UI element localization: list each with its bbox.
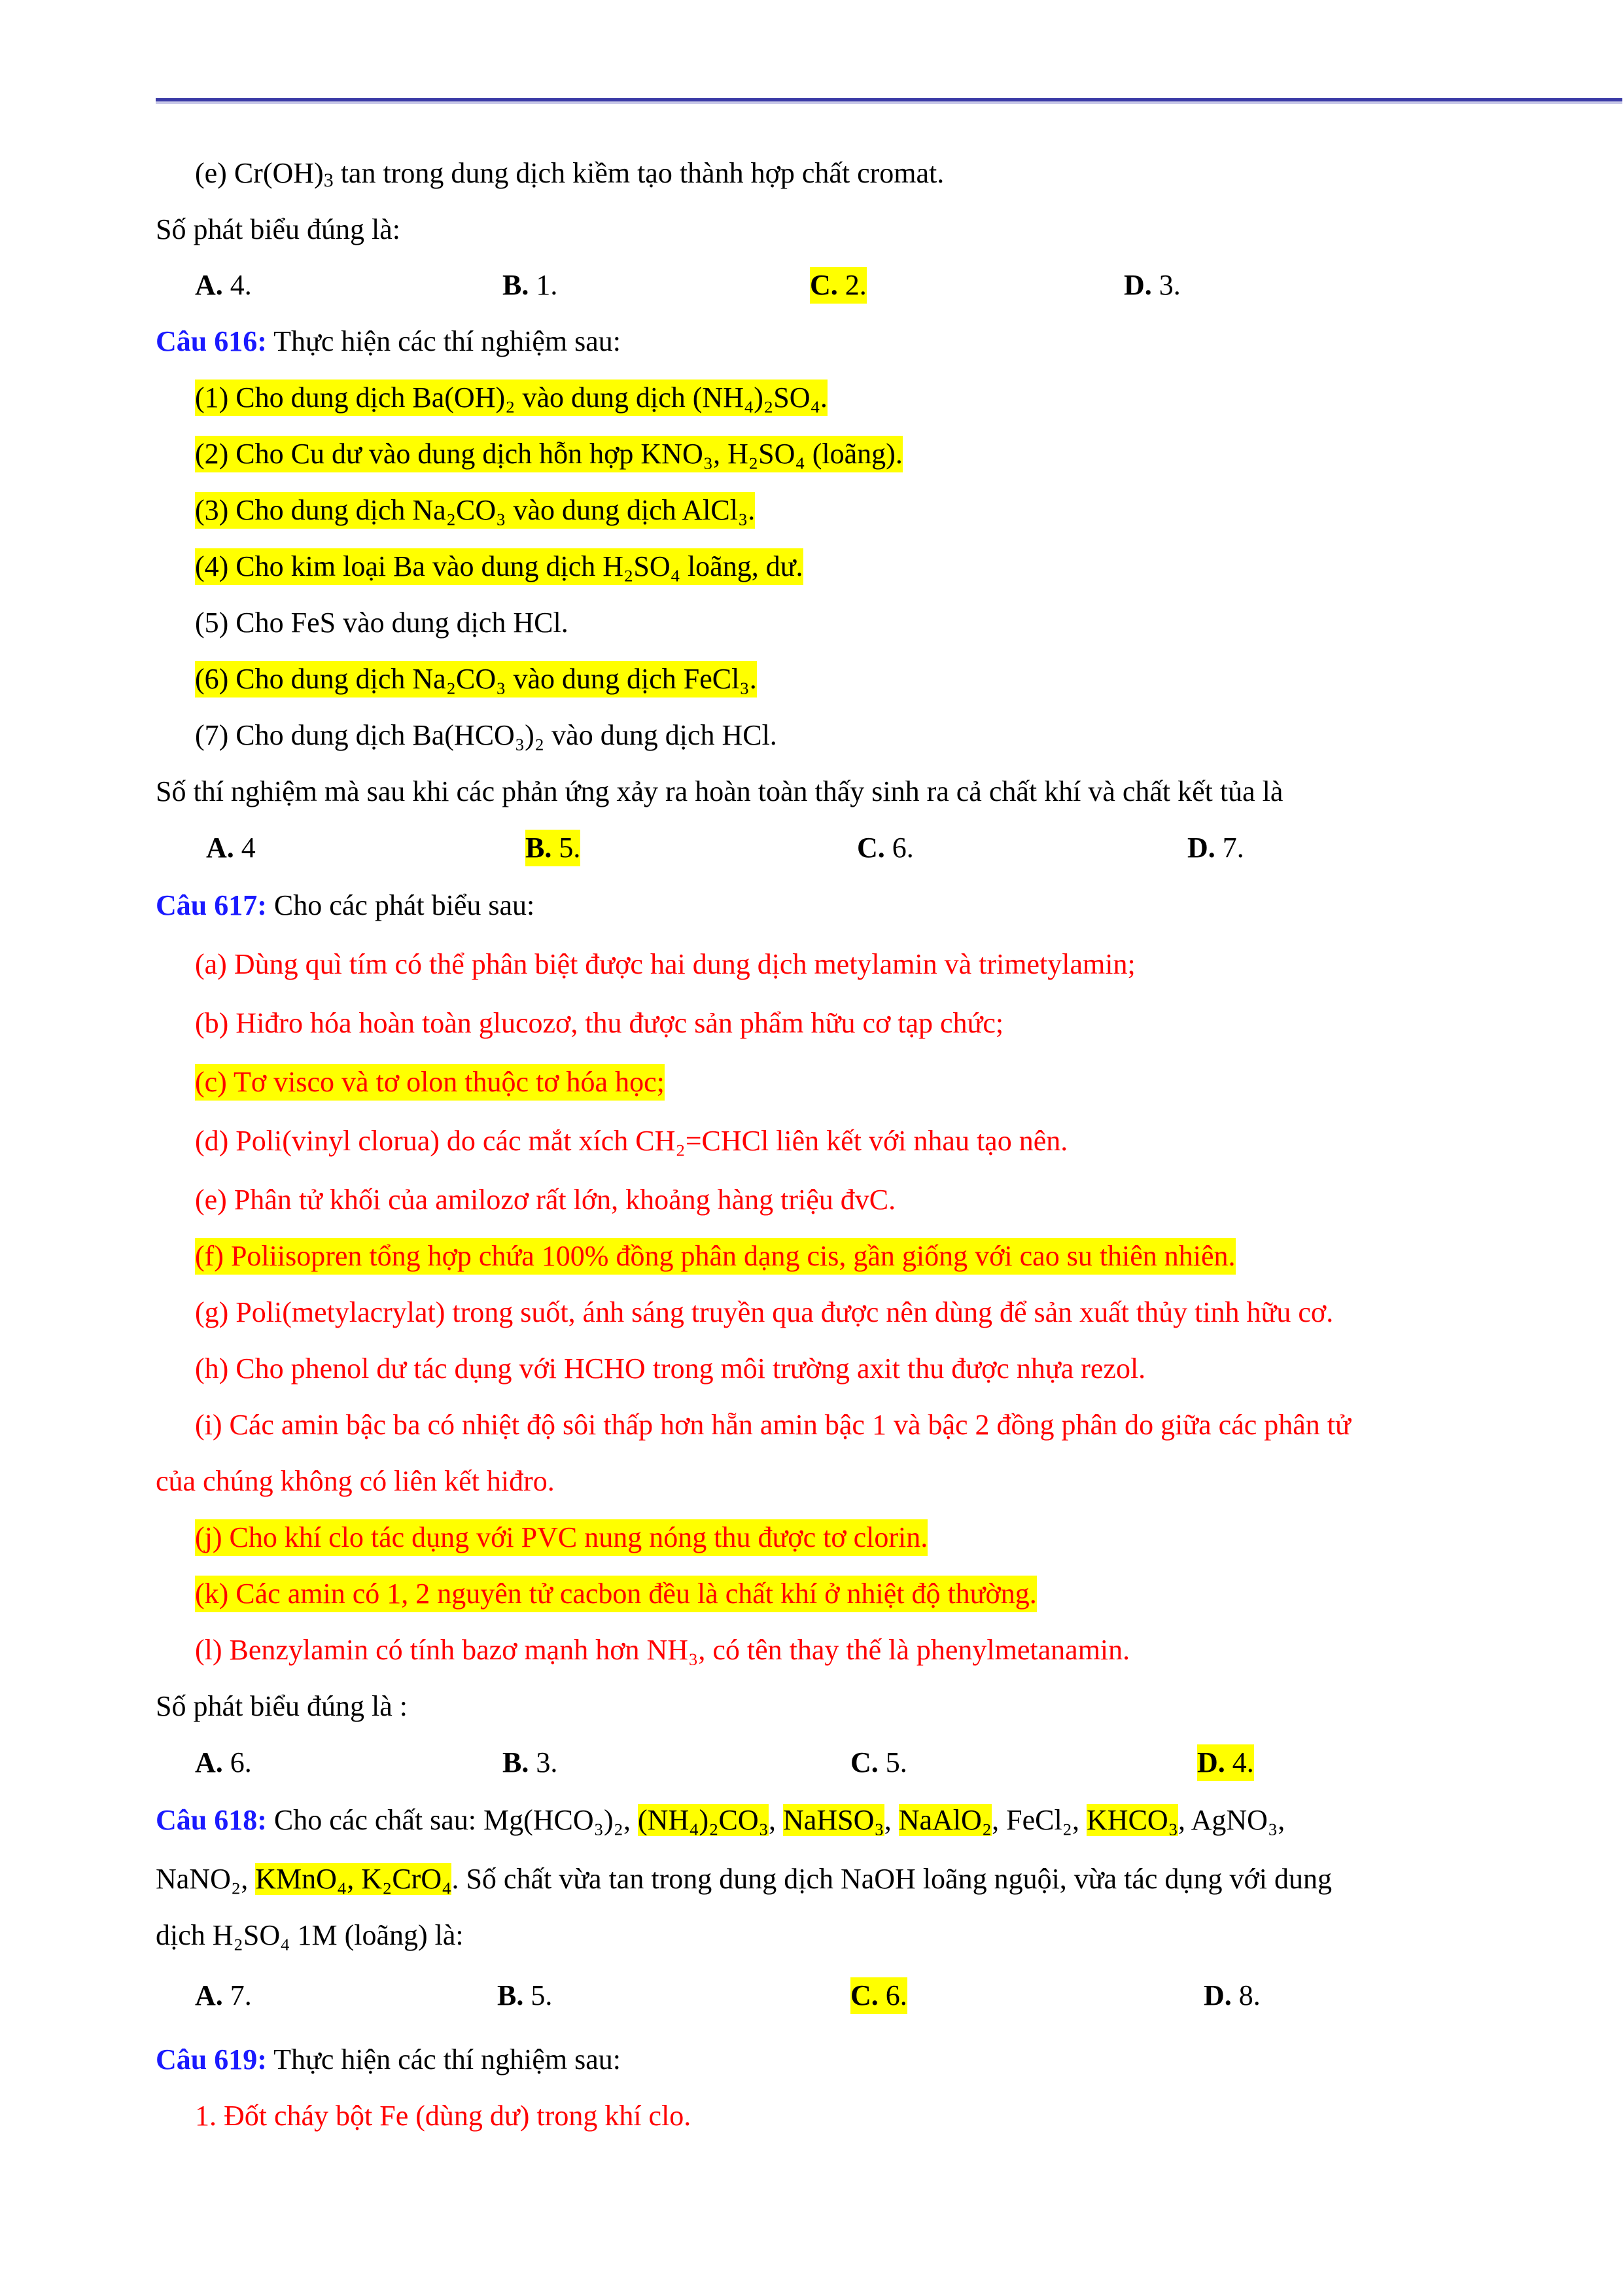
- answer-d[interactable]: D. 7.: [1187, 832, 1244, 864]
- answer-d[interactable]: D. 8.: [1204, 1979, 1261, 2011]
- chem-khco3: KHCO₃: [1087, 1804, 1179, 1836]
- question-text: Số phát biểu đúng là:: [156, 213, 400, 245]
- question-619: Câu 619: Thực hiện các thí nghiệm sau:: [156, 2043, 621, 2075]
- question-617: Câu 617: Cho các phát biểu sau:: [156, 889, 535, 921]
- question-label: Câu 616:: [156, 325, 267, 357]
- statement-i-cont: của chúng không có liên kết hiđro.: [156, 1465, 555, 1497]
- answer-b[interactable]: B. 3.: [502, 1746, 558, 1778]
- statement-l: (l) Benzylamin có tính bazơ mạnh hơn NH₃, có tên thay thế là phenylmetanamin.: [195, 1634, 1130, 1666]
- experiment-4: (4) Cho kim loại Ba vào dung dịch H₂SO₄ loãng, dư.: [195, 548, 803, 585]
- statement-c: (c) Tơ visco và tơ olon thuộc tơ hóa học;: [195, 1064, 665, 1101]
- answer-b[interactable]: B. 5.: [497, 1979, 553, 2011]
- answer-d[interactable]: D. 3.: [1124, 269, 1181, 301]
- statement-g: (g) Poli(metylacrylat) trong suốt, ánh sáng truyền qua được nên dùng để sản xuất thủy tinh hữu cơ.: [195, 1296, 1334, 1328]
- chem-nahso3: NaHSO₃: [783, 1804, 884, 1836]
- statement-k: (k) Các amin có 1, 2 nguyên tử cacbon đều là chất khí ở nhiệt độ thường.: [195, 1576, 1037, 1612]
- statement-d: (d) Poli(vinyl clorua) do các mắt xích CH₂=CHCl liên kết với nhau tạo nên.: [195, 1125, 1068, 1157]
- statement-f: (f) Poliisopren tổng hợp chứa 100% đồng phân dạng cis, gần giống với cao su thiên nhiên.: [195, 1238, 1236, 1275]
- answer-a[interactable]: A. 6.: [195, 1746, 252, 1778]
- answer-c[interactable]: C. 6.: [850, 1977, 907, 2014]
- answer-c[interactable]: C. 6.: [857, 832, 914, 864]
- question-text: Số phát biểu đúng là :: [156, 1690, 408, 1722]
- answer-c[interactable]: C. 5.: [850, 1746, 907, 1778]
- answer-a[interactable]: A. 7.: [195, 1979, 252, 2011]
- question-618-line2: NaNO₂, KMnO₄, K₂CrO₄. Số chất vừa tan trong dung dịch NaOH loãng nguội, vừa tác dụng với dung: [156, 1863, 1332, 1895]
- chem-naalo2: NaAlO₂: [898, 1804, 992, 1836]
- statement-b: (b) Hiđro hóa hoàn toàn glucozơ, thu được sản phẩm hữu cơ tạp chức;: [195, 1007, 1004, 1039]
- statement-e: (e) Phân tử khối của amilozơ rất lớn, khoảng hàng triệu đvC.: [195, 1184, 896, 1216]
- experiment-2: (2) Cho Cu dư vào dung dịch hỗn hợp KNO₃, H₂SO₄ (loãng).: [195, 436, 903, 472]
- question-text: Số thí nghiệm mà sau khi các phản ứng xảy ra hoàn toàn thấy sinh ra cả chất khí và chất kết tủa là: [156, 775, 1283, 807]
- answer-a[interactable]: A. 4.: [195, 269, 252, 301]
- answer-a[interactable]: A. 4: [206, 832, 256, 864]
- answer-b[interactable]: B. 1.: [502, 269, 558, 301]
- question-label: Câu 619:: [156, 2043, 267, 2075]
- chem-nh4-2co3: (NH₄)₂CO₃: [638, 1804, 769, 1836]
- question-label: Câu 618:: [156, 1804, 267, 1836]
- statement-e: (e) $Cr(OH)_3$ tan trong dung dịch kiềm tạo thành hợp chất cromat.: [195, 157, 945, 191]
- experiment-1: (1) Cho dung dịch Ba(OH)₂ vào dung dịch (NH₄)₂SO₄.: [195, 380, 828, 416]
- experiment-1: 1. Đốt cháy bột Fe (dùng dư) trong khí clo.: [195, 2100, 691, 2132]
- question-label: Câu 617:: [156, 889, 267, 921]
- question-616: Câu 616: Thực hiện các thí nghiệm sau:: [156, 325, 621, 357]
- chem-kmno4-k2cro4: KMnO₄, K₂CrO₄: [255, 1863, 452, 1895]
- header-rule: [156, 98, 1622, 101]
- statement-h: (h) Cho phenol dư tác dụng với HCHO trong môi trường axit thu được nhựa rezol.: [195, 1352, 1146, 1385]
- answer-c[interactable]: C. 2.: [810, 267, 867, 304]
- question-618-line3: dịch H₂SO₄ 1M (loãng) là:: [156, 1919, 464, 1951]
- experiment-7: (7) Cho dung dịch Ba(HCO₃)₂ vào dung dịch HCl.: [195, 719, 777, 751]
- experiment-5: (5) Cho FeS vào dung dịch HCl.: [195, 607, 568, 639]
- experiment-6: (6) Cho dung dịch Na₂CO₃ vào dung dịch FeCl₃.: [195, 661, 757, 698]
- statement-a: (a) Dùng quì tím có thể phân biệt được hai dung dịch metylamin và trimetylamin;: [195, 948, 1136, 980]
- statement-i: (i) Các amin bậc ba có nhiệt độ sôi thấp hơn hẵn amin bậc 1 và bậc 2 đồng phân do giữa các phân tử: [195, 1409, 1351, 1441]
- answer-d[interactable]: D. 4.: [1197, 1744, 1254, 1781]
- statement-j: (j) Cho khí clo tác dụng với PVC nung nóng thu được tơ clorin.: [195, 1519, 928, 1556]
- answer-b[interactable]: B. 5.: [525, 830, 580, 866]
- question-618-line1: Câu 618: Cho các chất sau: Mg(HCO₃)₂, (NH₄)₂CO₃, NaHSO₃, NaAlO₂, FeCl₂, KHCO₃, AgNO₃,: [156, 1804, 1285, 1836]
- experiment-3: (3) Cho dung dịch Na₂CO₃ vào dung dịch AlCl₃.: [195, 492, 755, 529]
